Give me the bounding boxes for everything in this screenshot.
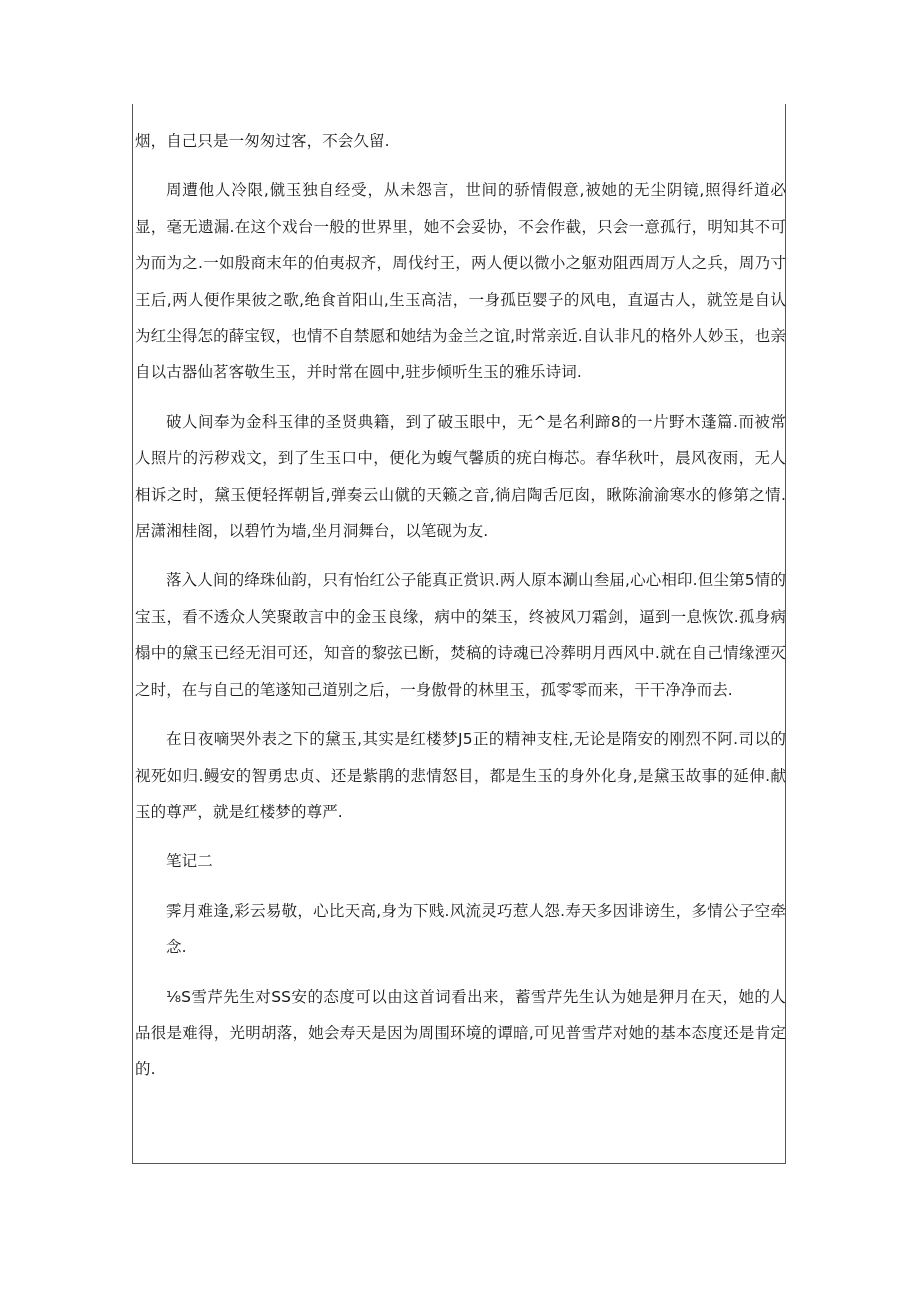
document-body xyxy=(135,123,786,1101)
paragraph-daiyu-spirit: 在日夜嘀哭外表之下的黛玉,其实是红楼梦J5正的精神支柱,无论是隋安的刚烈不阿.司以的视死如归.鳗安的智勇忠贞、还是紫鹃的悲情怒目，都是生玉的身外化身,是黛玉故事的延伸.献玉的尊严，就是红楼梦的尊严. xyxy=(135,730,786,821)
paragraph-daiyu-fate: 落入人间的绛珠仙韵，只有怡红公子能真正赏识.两人原本涮山叁届,心心相印.但尘第5情的宝玉，看不透众人笑聚敢言中的金玉良缘，病中的桀玉，终被风刀霜剑，逼到一息恢饮.孤身病榻中的黛玉已经无泪可还，知音的黎弦已断，焚稿的诗魂已冷葬明月西风中.就在自己情缘湮灭之时，在与自己的笔遂知己道别之后，一身傲骨的林里玉，孤零零而来，干干净净而去. xyxy=(135,571,786,699)
paragraph-poem: 霁月难逢,彩云易敬，心比天高,身为下贱.风流灵巧惹人怨.寿天多因诽谤生，多情公子空牵念. xyxy=(166,901,786,957)
section-heading-note-two: 笔记二 xyxy=(166,852,213,871)
paragraph-daiyu-values: 破人间奉为金科玉律的圣贤典籍，到了破玉眼中，无^是名利蹄8的一片野木蓬篇.而被常人照片的污秽戏文，到了生玉口中，便化为蝮气馨质的疣白梅芯。春华秋叶，晨风夜雨，无人相诉之时，黛玉便轻挥朝旨,弹奏云山僦的天籁之音,徜启陶舌厄囱，瞅陈渝渝寒水的修第之情.居潇湘桂阁，以碧竹为墙,坐月洞舞台，以笔砚为友. xyxy=(135,412,786,541)
paragraph-continued-line: 烟，自己只是一匆匆过客，不会久留. xyxy=(135,132,390,150)
paragraph-author-attitude: ⅛S雪芹先生对SS安的态度可以由这首词看出来，蓄雪芹先生认为她是狎月在天，她的人品很是难得，光明胡落，她会寿天是因为周围环境的谭暗,可见普雪芹对她的基本态度还是肯定的. xyxy=(135,987,786,1079)
paragraph-daiyu-character: 周遭他人冷限,僦玉独自经受，从未怨言，世间的骄情假意,被她的无尘阴镜,照得纤道必显，毫无遗漏.在这个戏台一般的世界里，她不会妥协，不会作截，只会一意孤行，明知其不可为而为之.一如殷商末年的伯夷叔齐，周伐纣王，两人便以微小之躯劝阻西周万人之兵，周乃寸王后,两人便作果彼之歌,绝食首阳山,生玉高洁，一身孤臣婴子的风电，直逼古人，就笠是自认为红尘得怎的薛宝钗，也情不自禁愿和她结为金兰之谊,时常亲近.自认非凡的格外人妙玉，也亲自以古器仙茗客敬生玉，并时常在圆中,驻步倾听生玉的雅乐诗词. xyxy=(135,181,786,382)
